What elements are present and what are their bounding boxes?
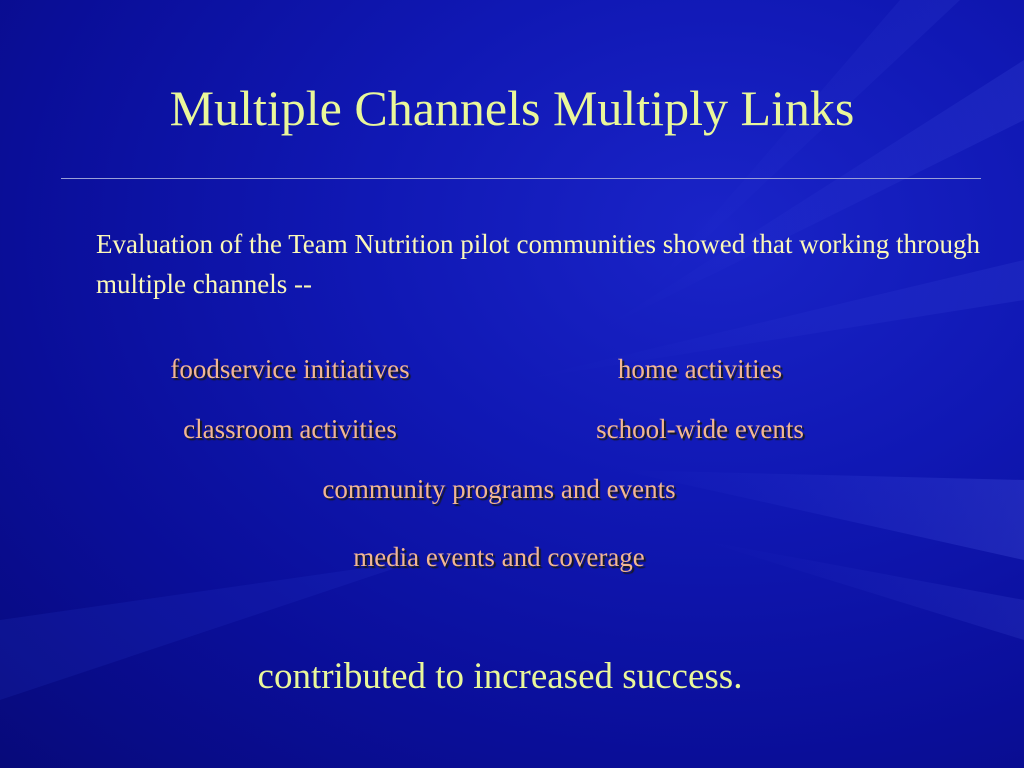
channel-community-programs: community programs and events — [322, 474, 676, 504]
intro-text: Evaluation of the Team Nutrition pilot communities showed that working through multiple channels -- — [96, 229, 980, 299]
channel-home-activities: home activities — [617, 354, 783, 384]
channel-media-events: media events and coverage — [353, 542, 645, 572]
title-divider — [61, 178, 981, 179]
slide-title: Multiple Channels Multiply Links — [169, 80, 855, 136]
channel-classroom-activities: classroom activities — [183, 414, 397, 444]
channel-school-wide-events: school-wide events — [596, 414, 804, 444]
channel-foodservice-initiatives: foodservice initiatives — [170, 354, 410, 384]
conclusion-text: contributed to increased success. — [257, 656, 743, 697]
